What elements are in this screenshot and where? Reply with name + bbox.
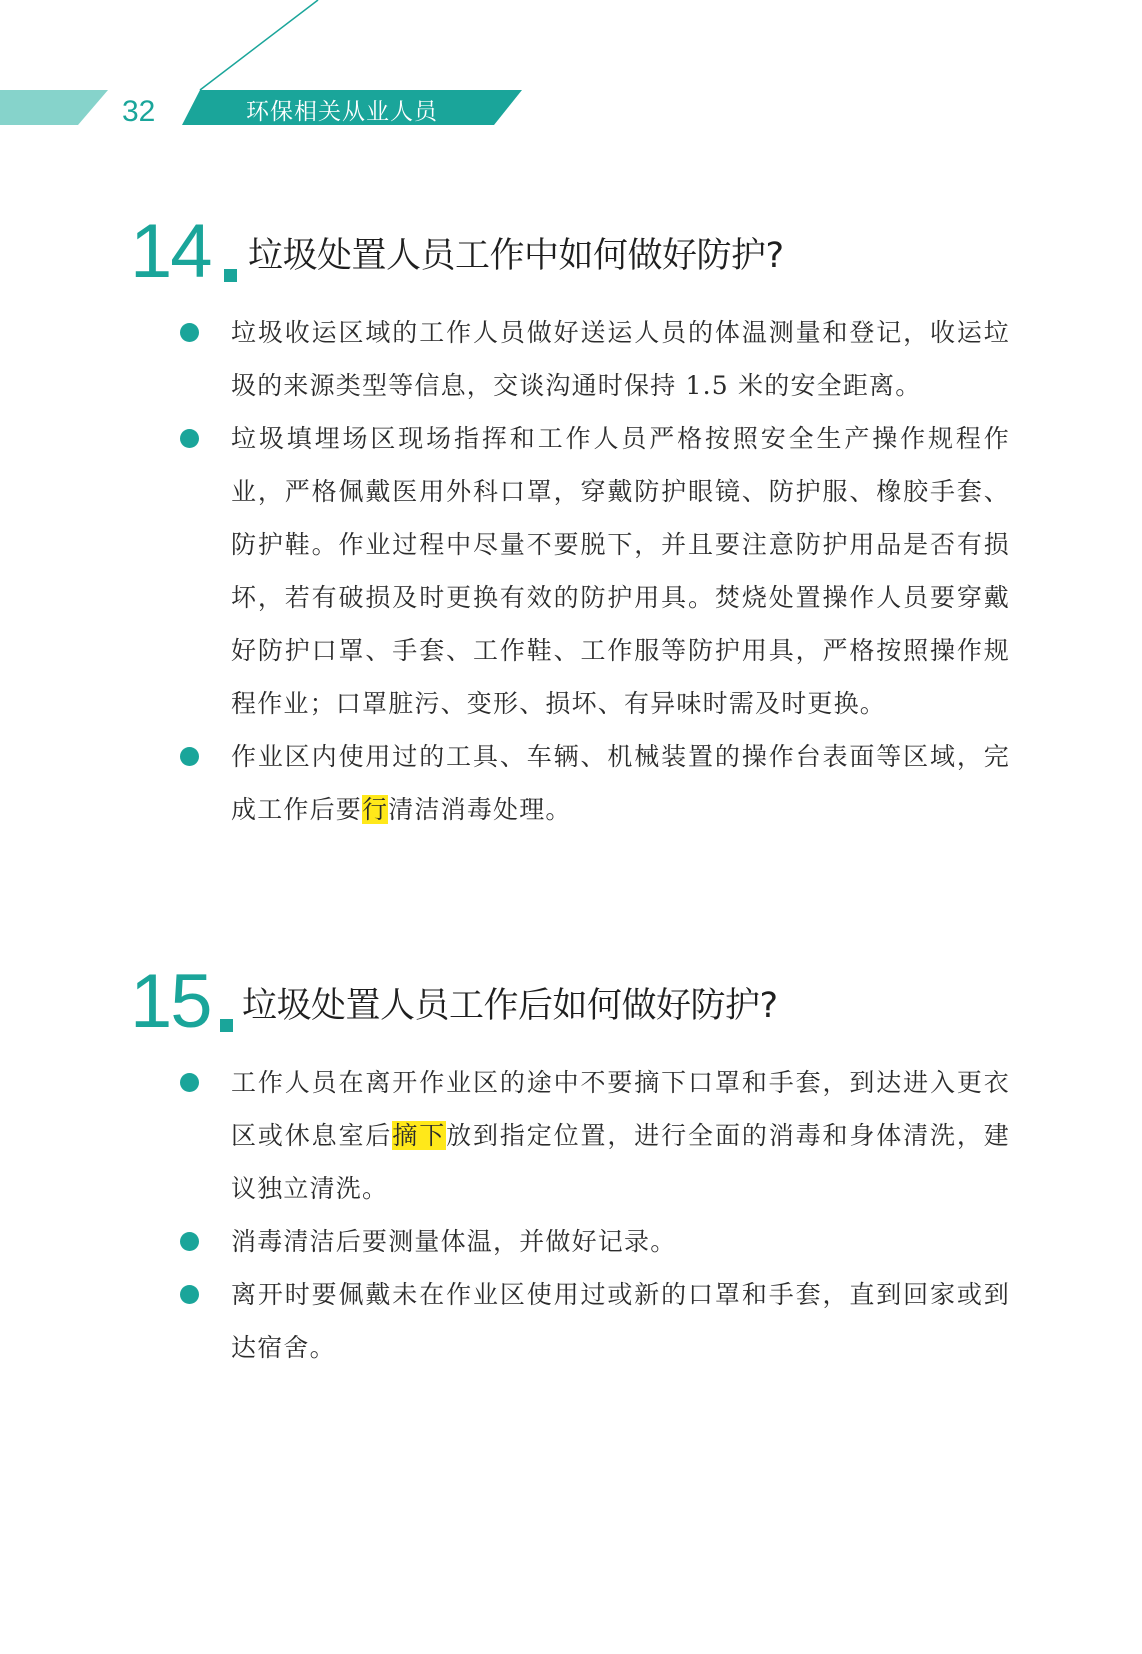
section-title: 垃圾处置人员工作中如何做好防护?	[248, 236, 784, 276]
bullet-icon	[180, 1073, 199, 1092]
highlighted-text: 行	[362, 795, 389, 824]
bullet-text: 垃圾收运区域的工作人员做好送运人员的体温测量和登记，收运垃圾的来源类型等信息，交谈沟通时保持 1.5 米的安全距离。	[231, 318, 1010, 400]
section-number: 14	[130, 209, 211, 294]
bullet-text: 工作人员在离开作业区的途中不要摘下口罩和手套，到达进入更衣区或休息室后	[231, 1068, 1010, 1150]
bullet-text: 清洁消毒处理。	[388, 795, 572, 824]
bullet-icon	[180, 1232, 199, 1251]
section-number: 15	[130, 959, 211, 1044]
bullet-item	[178, 730, 1010, 836]
heading-dot	[220, 1019, 233, 1032]
highlighted-text: 摘下	[392, 1121, 447, 1150]
header-decoration	[0, 0, 1142, 140]
bullet-icon	[180, 747, 199, 766]
bullet-icon	[180, 1285, 199, 1304]
section-title: 垃圾处置人员工作后如何做好防护?	[242, 986, 778, 1026]
bullet-icon	[180, 429, 199, 448]
bullet-list-15	[178, 1056, 1010, 1374]
heading-dot	[224, 269, 237, 282]
header-left-band	[0, 90, 108, 125]
bullet-item	[178, 306, 1010, 412]
bullet-text: 放到指定位置，进行全面的消毒和身体清洗，建议独立清洗。	[231, 1121, 1011, 1203]
bullet-list-14	[178, 306, 1010, 836]
header-diagonal-line	[200, 0, 318, 90]
bullet-text: 作业区内使用过的工具、车辆、机械装置的操作台表面等区域，完成工作后要	[231, 742, 1010, 824]
bullet-item	[178, 1056, 1010, 1215]
bullet-icon	[180, 323, 199, 342]
bullet-text: 离开时要佩戴未在作业区使用过或新的口罩和手套，直到回家或到达宿舍。	[231, 1280, 1010, 1362]
bullet-text: 垃圾填埋场区现场指挥和工作人员严格按照安全生产操作规程作业，严格佩戴医用外科口罩，穿戴防护眼镜、防护服、橡胶手套、防护鞋。作业过程中尽量不要脱下，并且要注意防护用品是否有损坏，若有破损及时更换有效的防护用具。焚烧处置操作人员要穿戴好防护口罩、手套、工作鞋、工作服等防护用具，严格按照操作规程作业；口罩脏污、变形、损坏、有异味时需及时更换。	[231, 424, 1010, 718]
bullet-item	[178, 1268, 1010, 1374]
bullet-item	[178, 1215, 1010, 1268]
bullet-item	[178, 412, 1010, 730]
bullet-text: 消毒清洁后要测量体温，并做好记录。	[231, 1227, 677, 1256]
page-number: 32	[122, 95, 156, 128]
section-label: 环保相关从业人员	[246, 99, 438, 125]
